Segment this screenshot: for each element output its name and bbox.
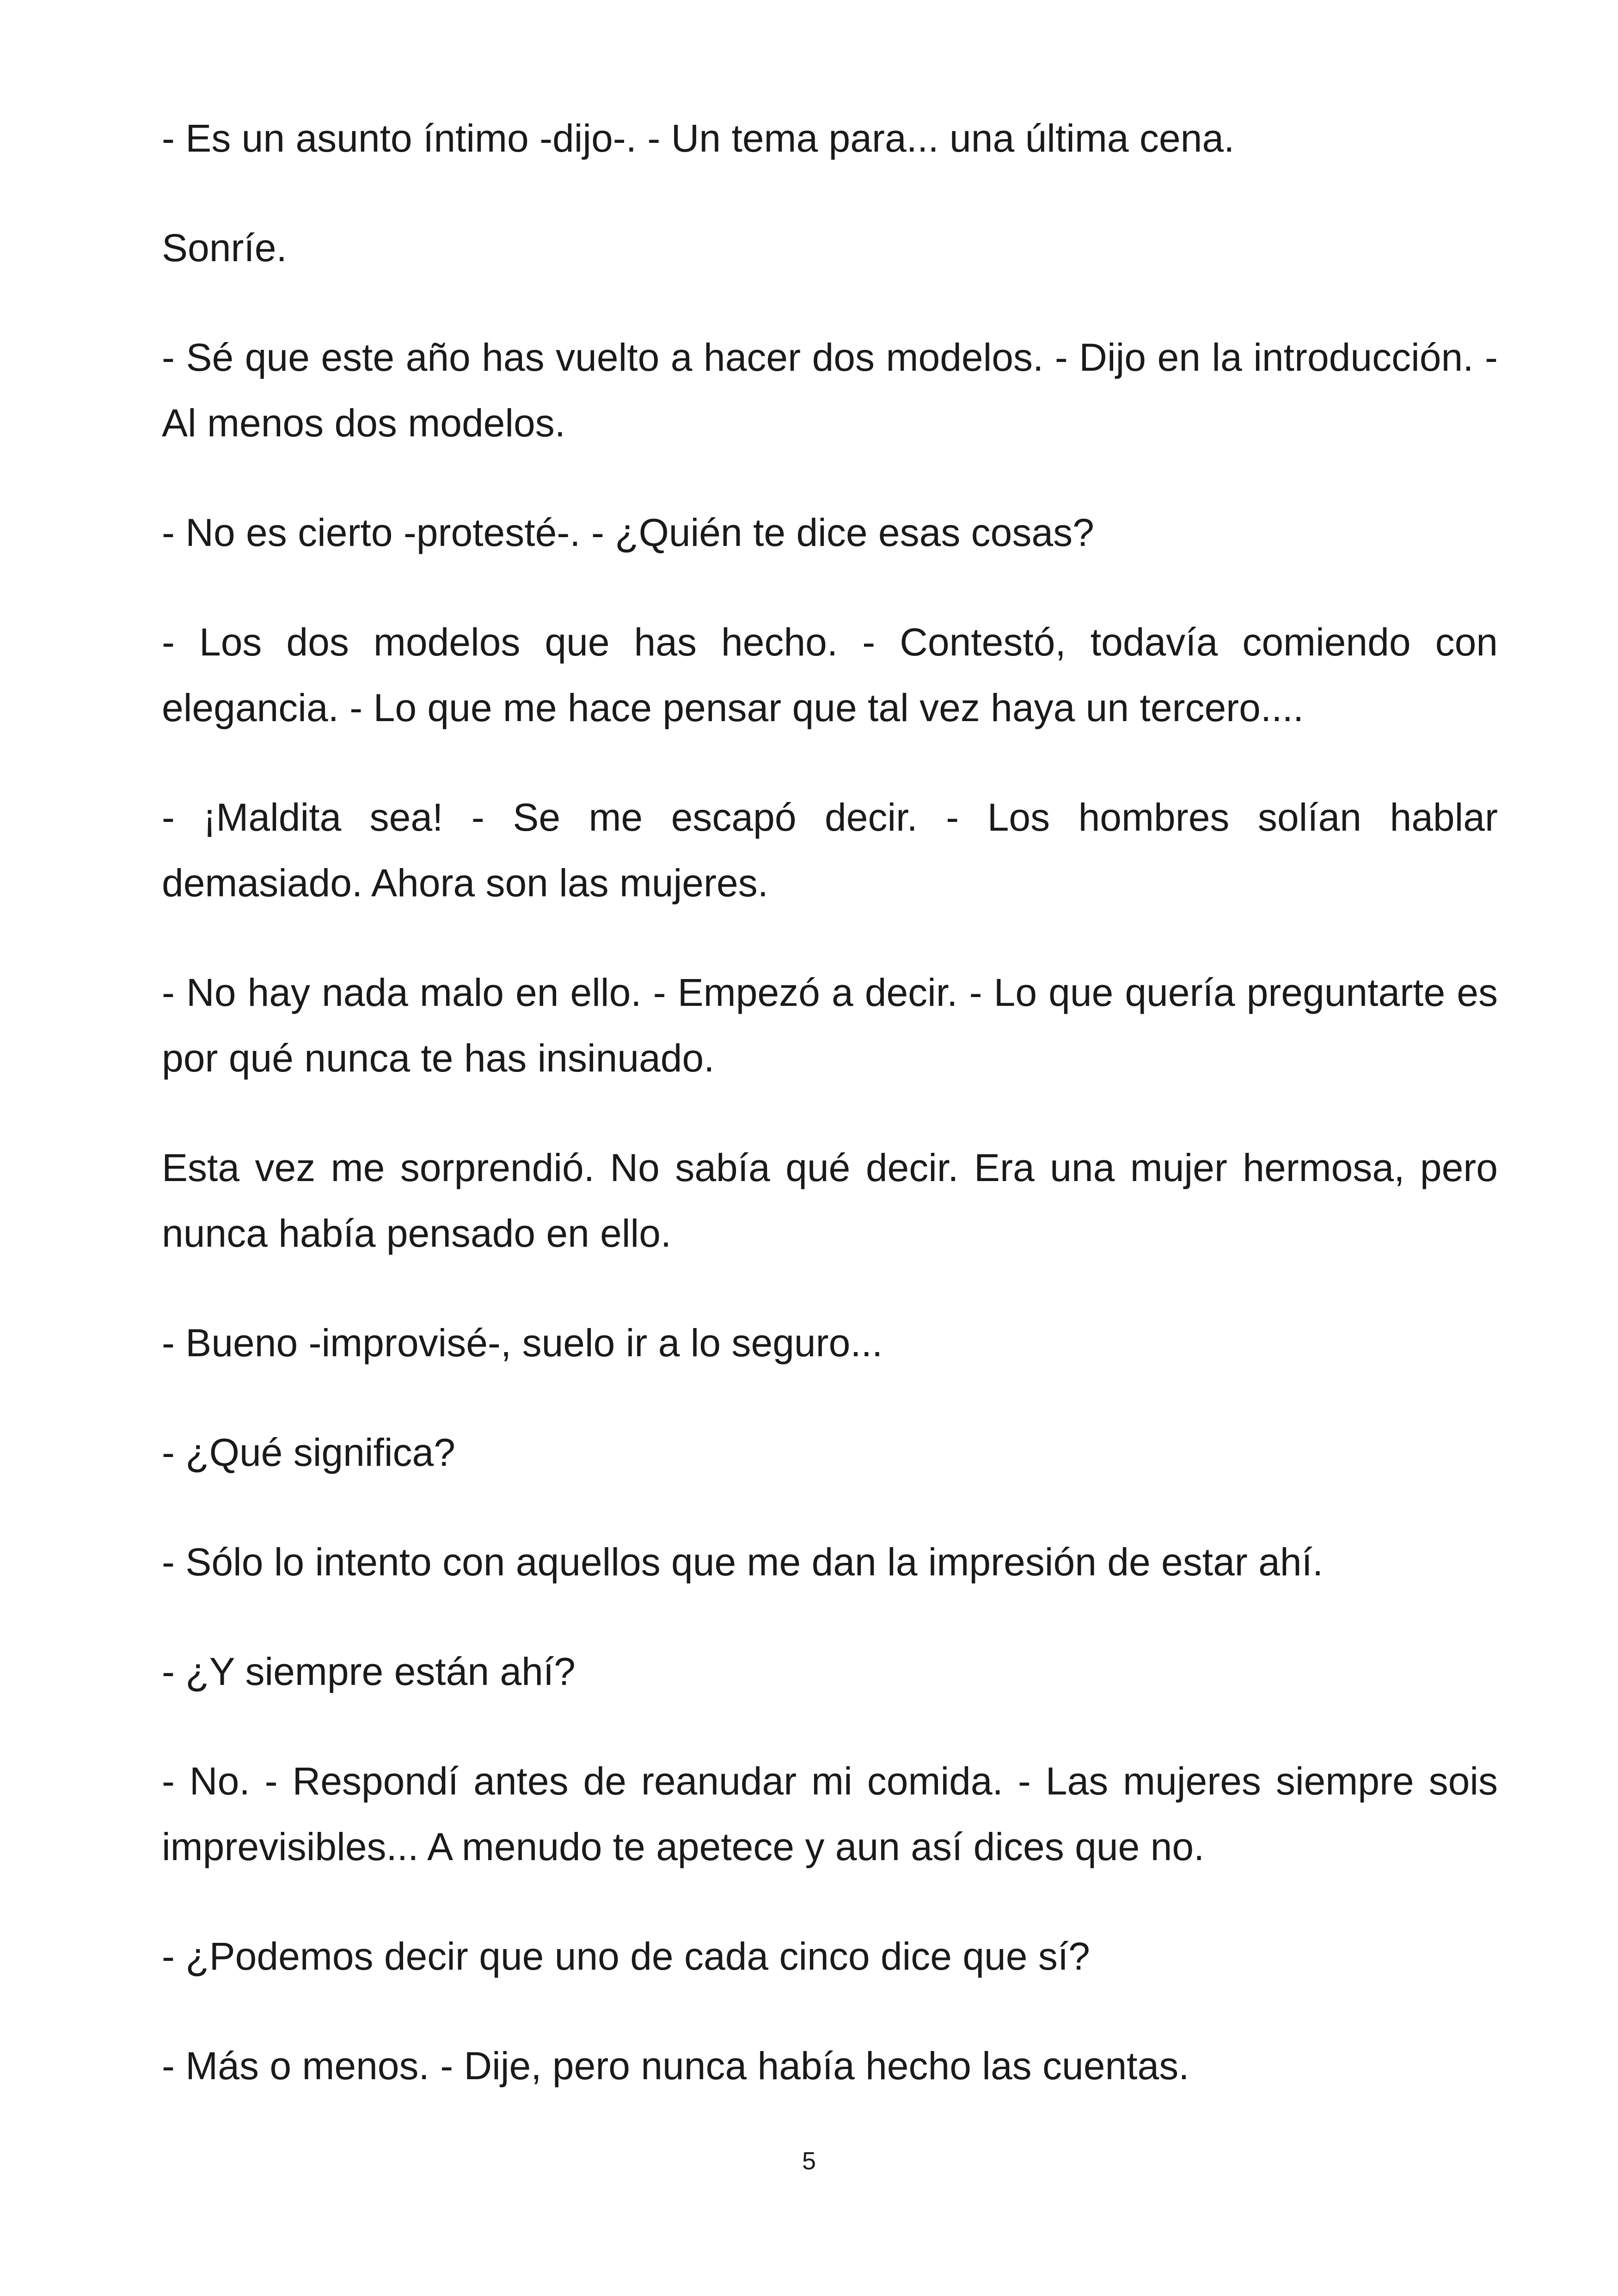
paragraph-12: - ¿Y siempre están ahí? bbox=[162, 1650, 576, 1693]
paragraph-15: - Más o menos. - Dije, pero nunca había hecho las cuentas. bbox=[162, 2044, 1189, 2088]
paragraph-4: - No es cierto -protesté-. - ¿Quién te dice esas cosas? bbox=[162, 511, 1094, 554]
paragraph-8: Esta vez me sorprendió. No sabía qué decir. Era una mujer hermosa, pero nunca había pensado en ello. bbox=[162, 1146, 1498, 1255]
body-text bbox=[162, 105, 1498, 2143]
paragraph-14: - ¿Podemos decir que uno de cada cinco dice que sí? bbox=[162, 1935, 1090, 1978]
paragraph-11: - Sólo lo intento con aquellos que me dan la impresión de estar ahí. bbox=[162, 1540, 1324, 1584]
paragraph-6: - ¡Maldita sea! - Se me escapó decir. - Los hombres solían hablar demasiado. Ahora son las mujeres. bbox=[162, 796, 1498, 905]
paragraph-3: - Sé que este año has vuelto a hacer dos modelos. - Dijo en la introducción. - Al menos dos modelos. bbox=[162, 336, 1498, 445]
paragraph-5: - Los dos modelos que has hecho. - Contestó, todavía comiendo con elegancia. - Lo que me hace pensar que tal vez haya un tercero.... bbox=[162, 620, 1498, 729]
paragraph-9: - Bueno -improvisé-, suelo ir a lo seguro... bbox=[162, 1321, 883, 1365]
paragraph-10: - ¿Qué significa? bbox=[162, 1431, 455, 1474]
paragraph-2: Sonríe. bbox=[162, 226, 287, 269]
paragraph-7: - No hay nada malo en ello. - Empezó a decir. - Lo que quería preguntarte es por qué nunca te has insinuado. bbox=[162, 971, 1498, 1080]
paragraph-13: - No. - Respondí antes de reanudar mi comida. - Las mujeres siempre sois imprevisibles... A menudo te apetece y aun así dices que no. bbox=[162, 1759, 1498, 1868]
paragraph-1: - Es un asunto íntimo -dijo-. - Un tema para... una última cena. bbox=[162, 116, 1235, 160]
page-number: 5 bbox=[802, 2147, 816, 2175]
